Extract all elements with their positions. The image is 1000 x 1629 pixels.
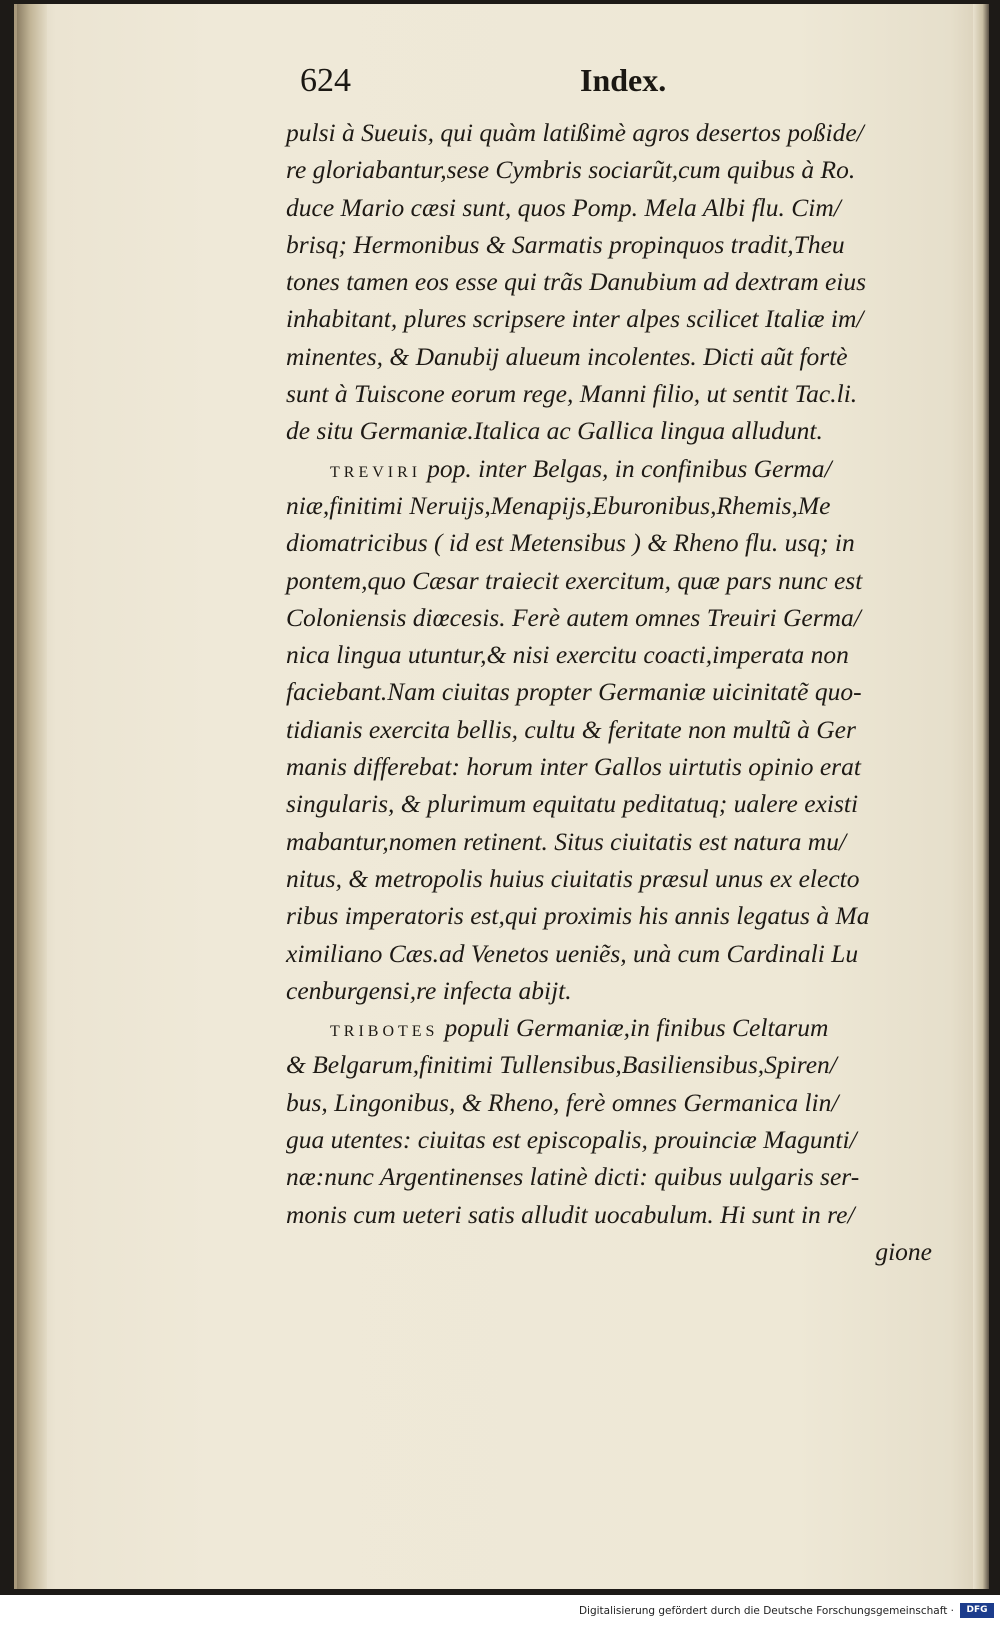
text-line: de situ Germaniæ.Italica ac Gallica lingua alludunt.: [286, 416, 823, 446]
text-line: & Belgarum,finitimi Tullensibus,Basiliensibus,Spiren/: [286, 1050, 837, 1080]
entry-tribotes-text: populi Germaniæ,in finibus Celtarum: [444, 1013, 829, 1043]
running-title: Index.: [580, 62, 667, 98]
entry-heading-treviri: TREVIRI: [330, 463, 422, 481]
text-line: sunt à Tuiscone eorum rege, Manni filio, ut sentit Tac.li.: [286, 379, 858, 409]
text-line: faciebant.Nam ciuitas propter Germaniæ uicinitatẽ quo-: [286, 677, 862, 707]
entry-treviri-first-line: [286, 450, 936, 487]
text-line: cenburgensi,re infecta abijt.: [286, 975, 572, 1005]
page-header: [300, 62, 940, 110]
page-binding-shadow: [17, 4, 47, 1589]
entry-treviri-text: pop. inter Belgas, in confinibus Germa/: [427, 453, 832, 483]
text-line: re gloriabantur,sese Cymbris sociarũt,cum quibus à Ro.: [286, 155, 856, 185]
text-line: Coloniensis diœcesis. Ferè autem omnes Treuiri Germa/: [286, 602, 861, 632]
text-line: bus, Lingonibus, & Rheno, ferè omnes Germanica lin/: [286, 1087, 839, 1117]
text-line: diomatricibus ( id est Metensibus ) & Rheno flu. usq; in: [286, 528, 855, 558]
text-line: brisq; Hermonibus & Sarmatis propinquos tradit,Theu: [286, 229, 845, 259]
text-line: inhabitant, plures scripsere inter alpes scilicet Italiæ im/: [286, 304, 864, 334]
page-number: 624: [300, 62, 351, 99]
text-line: niæ,finitimi Neruijs,Menapijs,Eburonibus,Rhemis,Me: [286, 490, 831, 520]
text-line: pulsi à Sueuis, qui quàm latißimè agros desertos poßide/: [286, 118, 864, 147]
text-line: singularis, & plurimum equitatu peditatuq; ualere existi: [286, 789, 859, 819]
body-text: [286, 114, 936, 1270]
text-line: gua utentes: ciuitas est episcopalis, prouinciæ Magunti/: [286, 1125, 857, 1155]
text-line: duce Mario cæsi sunt, quos Pomp. Mela Albi flu. Cim/: [286, 192, 841, 222]
text-line: ribus imperatoris est,qui proximis his annis legatus à Ma: [286, 901, 870, 931]
entry-heading-tribotes: TRIBOTES: [330, 1023, 439, 1041]
text-line: manis differebat: horum inter Gallos uirtutis opinio erat: [286, 752, 861, 782]
footer-bar: [0, 1595, 1000, 1629]
dfg-logo-icon: DFG: [960, 1603, 994, 1618]
text-line: tidianis exercita bellis, cultu & feritate non multũ à Ger: [286, 714, 856, 744]
text-line: næ:nunc Argentinenses latinè dicti: quibus uulgaris ser-: [286, 1162, 860, 1192]
text-line: monis cum ueteri satis alludit uocabulum. Hi sunt in re/: [286, 1199, 855, 1229]
text-line: tones tamen eos esse qui trãs Danubium ad dextram eius: [286, 267, 867, 297]
text-line: ximiliano Cæs.ad Venetos ueniẽs, unà cum Cardinali Lu: [286, 938, 859, 968]
text-line: mabantur,nomen retinent. Situs ciuitatis est natura mu/: [286, 826, 847, 856]
funding-credit: Digitalisierung gefördert durch die Deutsche Forschungsgemeinschaft ·: [578, 1605, 954, 1617]
text-line: minentes, & Danubij alueum incolentes. Dicti aũt fortè: [286, 341, 848, 371]
text-line: pontem,quo Cæsar traiecit exercitum, quæ pars nunc est: [286, 565, 863, 595]
page-edge-shadow: [973, 4, 989, 1589]
catchword: gione: [875, 1236, 932, 1266]
entry-tribotes-first-line: [286, 1009, 936, 1046]
text-line: nica lingua utuntur,& nisi exercitu coacti,imperata non: [286, 640, 849, 670]
text-line: nitus, & metropolis huius ciuitatis præsul unus ex electo: [286, 863, 860, 893]
